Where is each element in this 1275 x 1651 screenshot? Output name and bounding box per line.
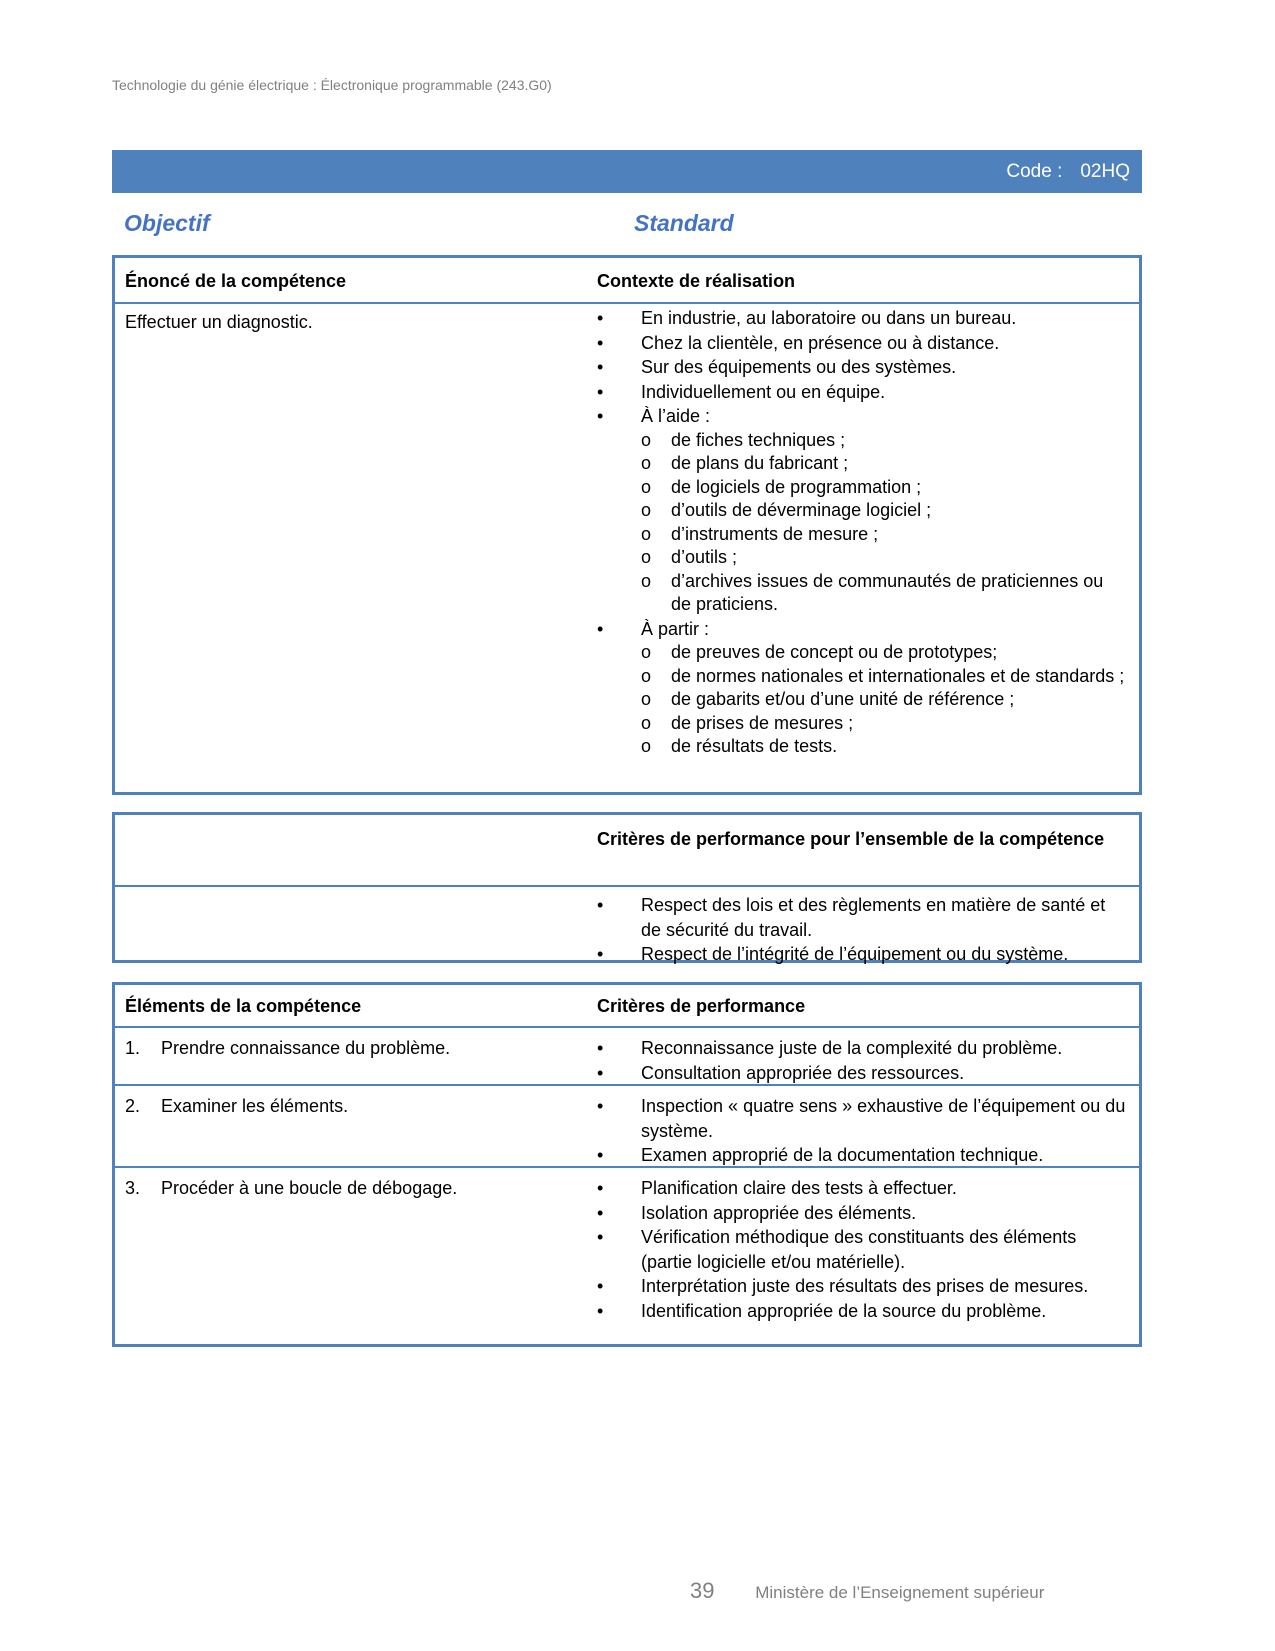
element-criteria — [597, 1094, 1127, 1168]
from-subitem: o de normes nationales et internationales et de standards ; — [641, 665, 1127, 689]
from-subitem: o de prises de mesures ; — [641, 712, 1127, 736]
criterion: • Reconnaissance juste de la complexité du problème. — [597, 1036, 1127, 1061]
criterion: • Inspection « quatre sens » exhaustive de l’équipement ou du système. — [597, 1094, 1127, 1143]
criterion: • Isolation appropriée des éléments. — [597, 1201, 1127, 1226]
with-subitem: o d’archives issues de communautés de praticiennes ou de praticiens. — [641, 570, 1127, 617]
competence-table-header — [115, 258, 1139, 304]
from-subitem: o de preuves de concept ou de prototypes; — [641, 641, 1127, 665]
element-row — [115, 1028, 1139, 1086]
code-bar — [112, 150, 1142, 193]
element-label — [125, 1176, 457, 1200]
context-item: • En industrie, au laboratoire ou dans un bureau. — [597, 306, 1127, 331]
from-subitem: o de résultats de tests. — [641, 735, 1127, 759]
criterion: • Examen approprié de la documentation technique. — [597, 1143, 1127, 1168]
context-item-from — [597, 617, 1127, 759]
competence-table — [112, 255, 1142, 795]
context-item: • Sur des équipements ou des systèmes. — [597, 355, 1127, 380]
with-subitem: o de fiches techniques ; — [641, 429, 1127, 453]
from-subitem: o de gabarits et/ou d’une unité de référence ; — [641, 688, 1127, 712]
criterion: • Vérification méthodique des constituants des éléments (partie logicielle et/ou matérielle). — [597, 1225, 1127, 1274]
performance-criteria-header: Critères de performance — [597, 996, 806, 1016]
page-footer — [690, 1578, 1044, 1604]
elements-table — [112, 982, 1142, 1347]
element-criteria — [597, 1176, 1127, 1323]
realization-context — [597, 306, 1127, 759]
objectif-heading: Objectif — [124, 210, 210, 236]
with-label: À l’aide : — [641, 406, 711, 426]
objective-standard-row — [112, 208, 1142, 238]
global-criteria-list — [597, 893, 1127, 967]
element-number: 3. — [125, 1178, 141, 1198]
element-label — [125, 1094, 348, 1118]
element-number: 1. — [125, 1038, 141, 1058]
global-criterion: • Respect de l’intégrité de l’équipement ou du système. — [597, 942, 1127, 967]
with-subitem: o d’outils ; — [641, 546, 1127, 570]
elements-table-header — [115, 985, 1139, 1028]
from-sublist — [641, 641, 1127, 759]
global-criterion: • Respect des lois et des règlements en matière de santé et de sécurité du travail. — [597, 893, 1127, 942]
criterion: • Planification claire des tests à effectuer. — [597, 1176, 1127, 1201]
element-criteria — [597, 1036, 1127, 1085]
competence-statement-header: Énoncé de la compétence — [125, 271, 347, 291]
context-item: • Individuellement ou en équipe. — [597, 380, 1127, 405]
global-criteria-header: Critères de performance pour l’ensemble de la compétence — [597, 829, 1105, 849]
element-text: Examiner les éléments. — [161, 1096, 349, 1116]
document-header: Technologie du génie électrique : Électronique programmable (243.G0) — [112, 77, 552, 93]
page-number: 39 — [690, 1578, 715, 1603]
code-value: 02HQ — [1080, 160, 1130, 182]
element-text: Procéder à une boucle de débogage. — [161, 1178, 458, 1198]
with-sublist — [641, 429, 1127, 617]
element-row — [115, 1168, 1139, 1346]
ministry-name: Ministère de l’Enseignement supérieur — [755, 1583, 1045, 1602]
element-number: 2. — [125, 1096, 141, 1116]
elements-header: Éléments de la compétence — [125, 996, 362, 1016]
global-criteria-header-row — [115, 815, 1139, 887]
global-criteria-table — [112, 812, 1142, 963]
element-row — [115, 1086, 1139, 1168]
from-label: À partir : — [641, 618, 710, 639]
realization-context-header: Contexte de réalisation — [597, 271, 796, 291]
with-subitem: o d’instruments de mesure ; — [641, 523, 1127, 547]
context-item: • Chez la clientèle, en présence ou à distance. — [597, 331, 1127, 356]
context-item-with — [597, 404, 1127, 617]
criterion: • Interprétation juste des résultats des prises de mesures. — [597, 1274, 1127, 1299]
competence-statement: Effectuer un diagnostic. — [125, 312, 313, 332]
standard-heading: Standard — [634, 210, 734, 236]
with-subitem: o de plans du fabricant ; — [641, 452, 1127, 476]
with-subitem: o de logiciels de programmation ; — [641, 476, 1127, 500]
element-text: Prendre connaissance du problème. — [161, 1038, 451, 1058]
with-subitem: o d’outils de déverminage logiciel ; — [641, 499, 1127, 523]
criterion: • Identification appropriée de la source du problème. — [597, 1299, 1127, 1324]
code-label: Code : — [1006, 160, 1063, 182]
element-label — [125, 1036, 450, 1060]
criterion: • Consultation appropriée des ressources. — [597, 1061, 1127, 1086]
